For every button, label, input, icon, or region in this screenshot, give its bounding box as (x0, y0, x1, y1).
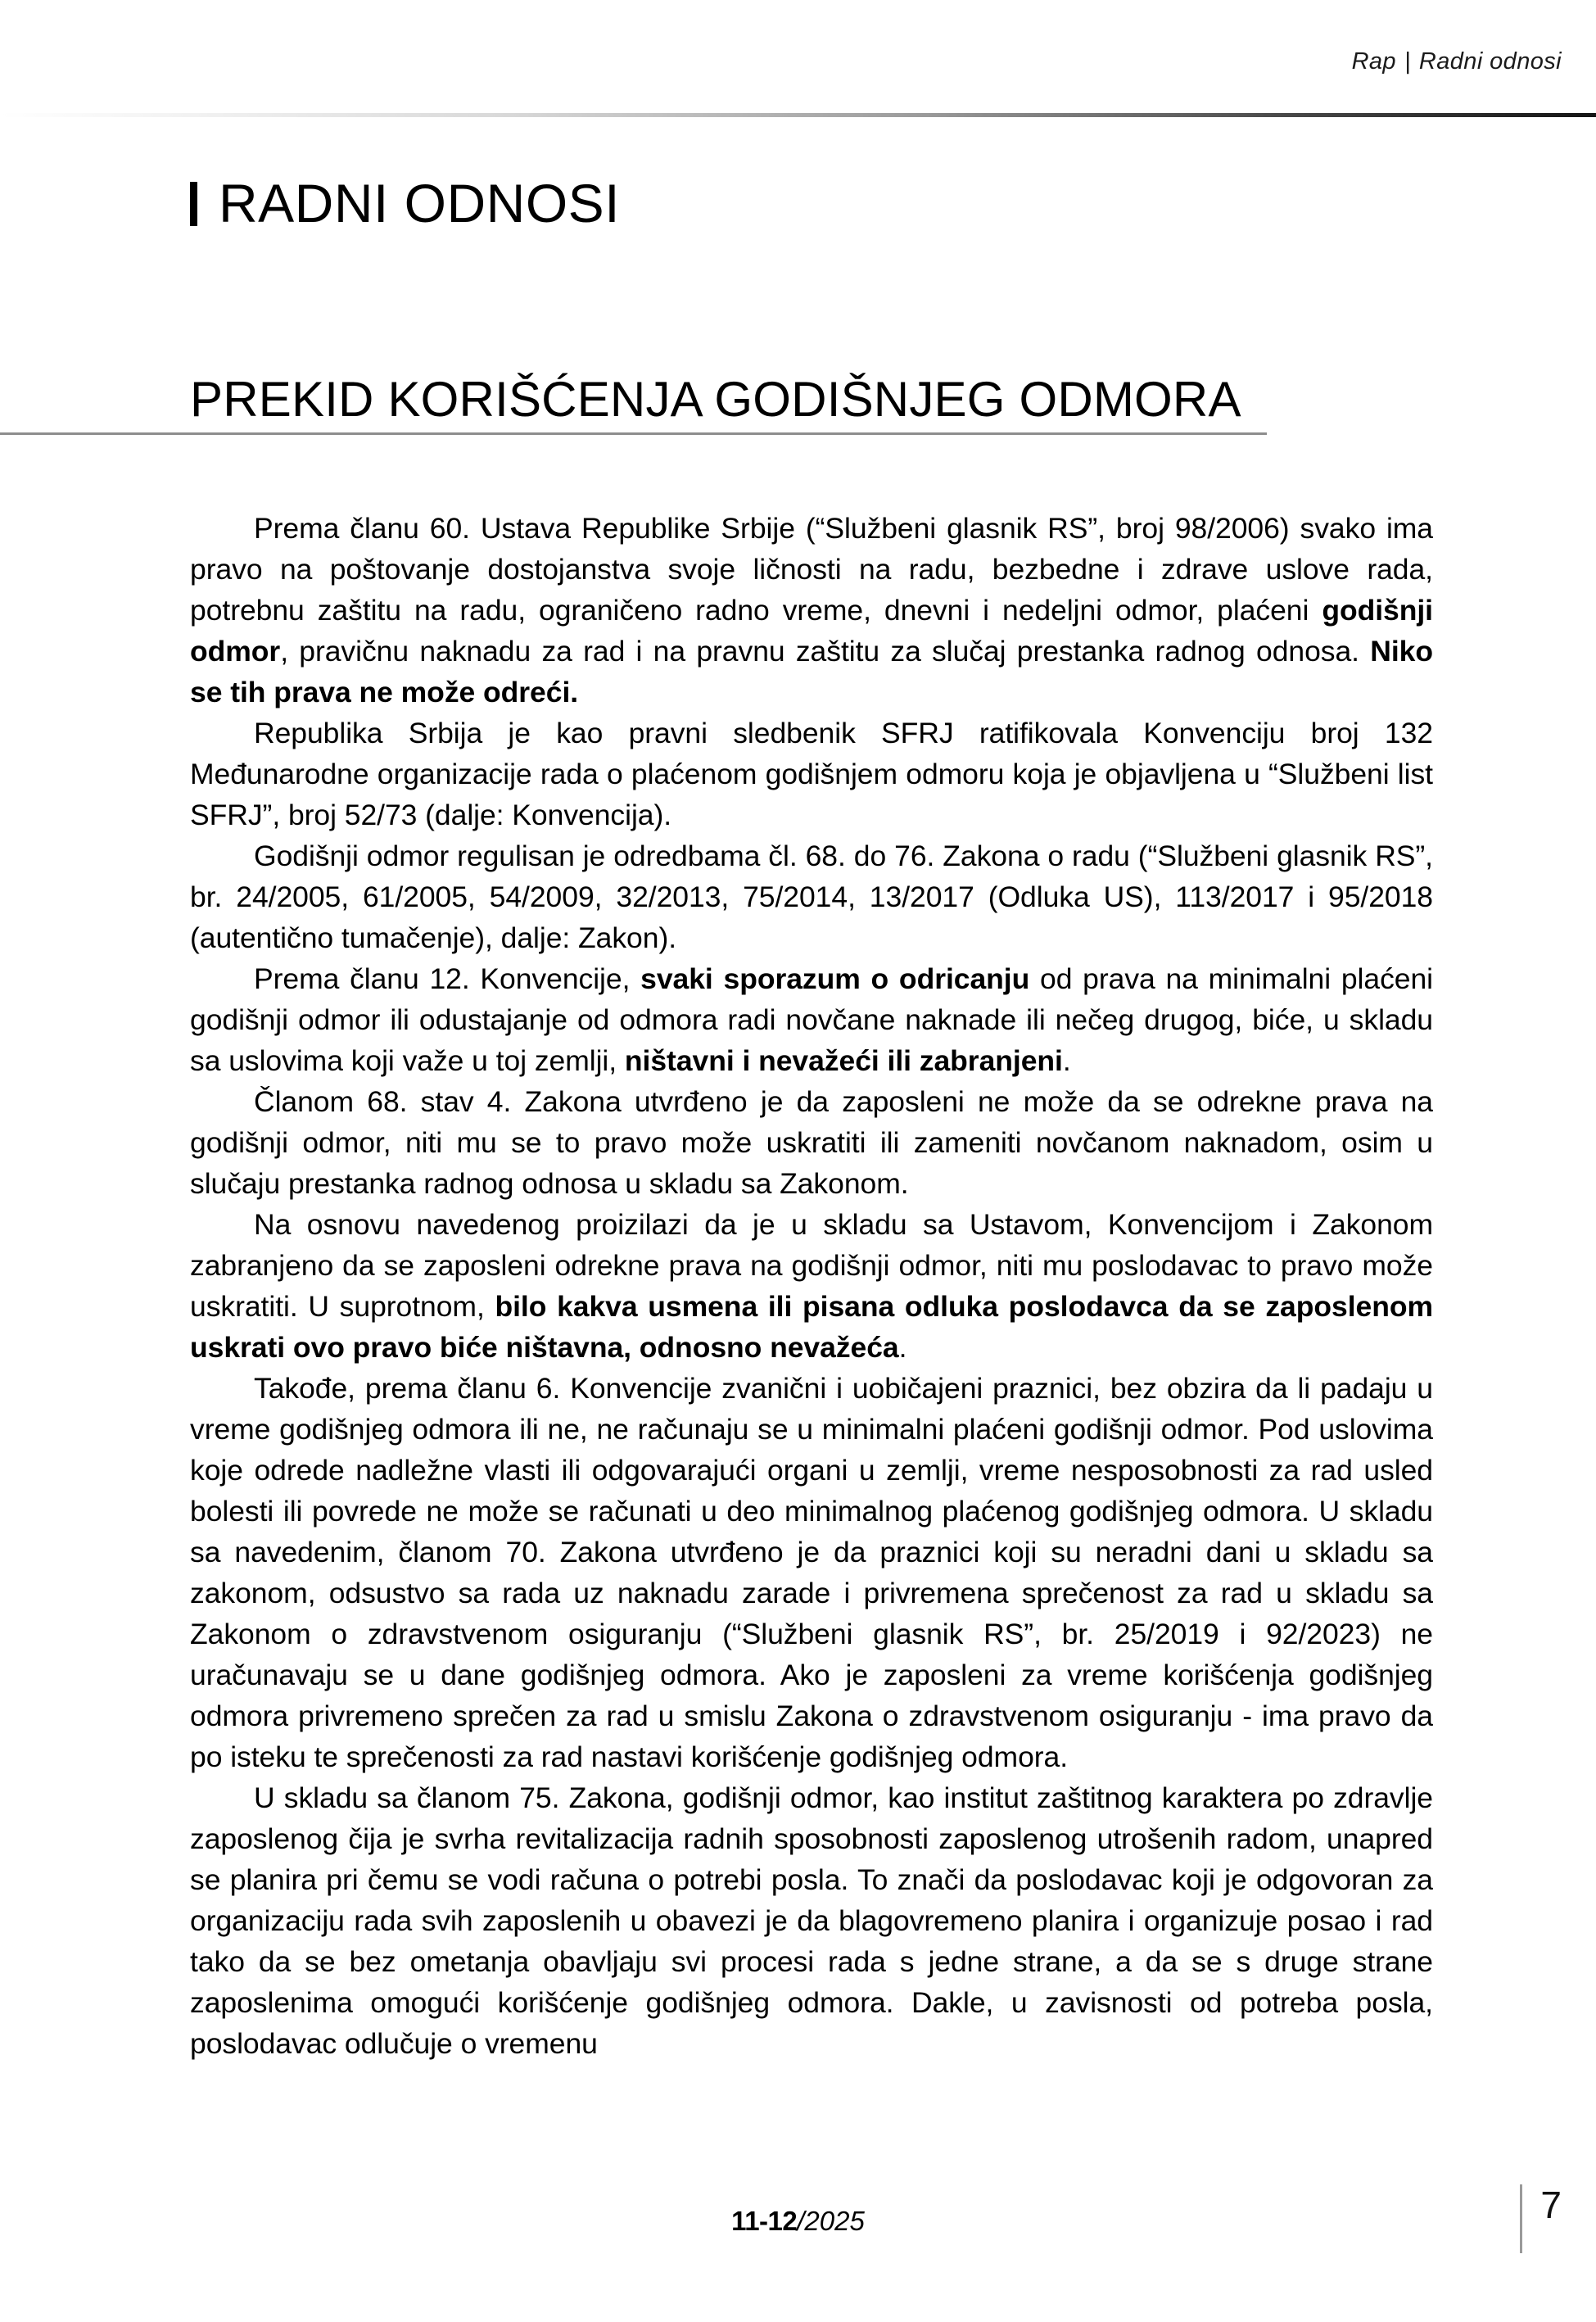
body-paragraph (190, 1368, 1433, 1777)
body-paragraph (190, 958, 1433, 1081)
emphasis-run: bilo kakva usmena ili pisana odluka poslodavca da se zaposlenom uskrati ovo pravo biće ništavna, odnosno nevažeća (190, 1290, 1433, 1364)
body-paragraph (190, 1081, 1433, 1204)
section-title-bar-icon (190, 182, 197, 226)
text-run: Članom 68. stav 4. Zakona utvrđeno je da zaposleni ne može da se odrekne prava na godišnji odmor, niti mu se to pravo može uskratiti ili zameniti novčanom naknadom, osim u slučaju prestanka radnog odnosa u skladu sa Zakonom. (190, 1085, 1433, 1200)
text-run: . (898, 1331, 907, 1364)
emphasis-run: Niko se tih prava ne može odreći. (190, 635, 1433, 708)
page-number: 7 (1540, 2184, 1562, 2226)
text-run: U skladu sa članom 75. Zakona, godišnji odmor, kao institut zaštitnog karaktera po zdravlje zaposlenog čija je svrha revitalizacija radnih sposobnosti zaposlenog utrošenih radom, unapred se planira pri čemu se vodi računa o potrebi posla. To znači da poslodavac koji je odgovoran za organizaciju rada svih zaposlenih u obavezi je da blagovremeno planira i organizuje posao i rad tako da se bez ometanja obavljaju svi procesi rada s jedne strane, a da se s druge strane zaposlenima omogući korišćenje godišnjeg odmora. Dakle, u zavisnosti od potreba posla, poslodavac odlučuje o vremenu (190, 1781, 1433, 2060)
emphasis-run: svaki sporazum o odricanju (640, 962, 1030, 995)
emphasis-run: ništavni i nevažeći ili zabranjeni (624, 1044, 1063, 1077)
issue-line (0, 2206, 1596, 2237)
issue-number: 11-12 (731, 2206, 798, 2236)
page-footer (0, 2175, 1596, 2322)
text-run: Republika Srbija je kao pravni sledbenik SFRJ ratifikovala Konvenciju broj 132 Međunarodne organizacije rada o plaćenom godišnjem odmoru koja je objavljena u “Službeni list SFRJ”, broj 52/73 (dalje: Konvencija). (190, 717, 1433, 831)
body-paragraph (190, 1777, 1433, 2064)
body-paragraph (190, 835, 1433, 958)
page-header (0, 0, 1596, 123)
section-title (190, 173, 621, 233)
text-run: Prema članu 12. Konvencije, (254, 962, 641, 995)
text-run: od prava na minimalni plaćeni godišnji odmor ili odustajanje od odmora radi novčane naknade ili nečeg drugog, biće, u skladu sa uslovima koji važe u toj zemlji, (190, 962, 1433, 1077)
article-title: PREKID KORIŠĆENJA GODIŠNJEG ODMORA (190, 372, 1241, 428)
header-gradient-rule (0, 113, 1596, 117)
body-paragraph (190, 508, 1433, 713)
text-run: . (1062, 1044, 1071, 1077)
issue-year: /2025 (797, 2206, 865, 2236)
header-section: Radni odnosi (1418, 48, 1562, 75)
title-divider (0, 432, 1267, 435)
emphasis-run: godišnji odmor (190, 594, 1433, 668)
text-run: Godišnji odmor regulisan je odredbama čl. 68. do 76. Zakona o radu (“Službeni glasnik RS”, br. 24/2005, 61/2005, 54/2009, 32/2013, 75/2014, 13/2017 (Odluka US), 113/2017 i 95/2018 (autentično tumačenje), dalje: Zakon). (190, 840, 1433, 954)
header-separator: | (1404, 48, 1411, 75)
section-title-text: RADNI ODNOSI (219, 173, 621, 233)
text-run: Takođe, prema članu 6. Konvencije zvanični i uobičajeni praznici, bez obzira da li padaju u vreme godišnjeg odmora ili ne, ne računaju se u minimalni plaćeni godišnji odmor. Pod uslovima koje odrede nadležne vlasti ili odgovarajući organi u zemlji, vreme nesposobnosti za rad usled bolesti ili povrede ne može se računati u deo minimalnog plaćenog godišnjeg odmora. U skladu sa navedenim, članom 70. Zakona utvrđeno je da praznici koji su neradni dani u skladu sa zakonom, odsustvo sa rada uz naknadu zarade i privremena sprečenost za rad u skladu sa Zakonom o zdravstvenom osiguranju (“Službeni glasnik RS”, br. 25/2019 i 92/2023) ne uračunavaju se u dane godišnjeg odmora. Ako je zaposleni za vreme korišćenja godišnjeg odmora privremeno sprečen za rad u smislu Zakona o zdravstvenom osiguranju - ima pravo da po isteku te sprečenosti za rad nastavi korišćenje godišnjeg odmora. (190, 1372, 1433, 1773)
body-paragraph (190, 1204, 1433, 1368)
text-run: Prema članu 60. Ustava Republike Srbije (“Službeni glasnik RS”, broj 98/2006) svako ima pravo na poštovanje dostojanstva svoje ličnosti na radu, bezbedne i zdrave uslove rada, potrebnu zaštitu na radu, ograničeno radno vreme, dnevni i nedeljni odmor, plaćeni (190, 512, 1433, 627)
header-publication: Rap (1351, 48, 1396, 75)
text-run: , pravičnu naknadu za rad i na pravnu zaštitu za slučaj prestanka radnog odnosa. (280, 635, 1371, 668)
text-run: Na osnovu navedenog proizilazi da je u skladu sa Ustavom, Konvencijom i Zakonom zabranjeno da se zaposleni odrekne prava na godišnji odmor, niti mu poslodavac to pravo može uskratiti. U suprotnom, (190, 1208, 1433, 1323)
body-paragraph (190, 713, 1433, 835)
article-body (190, 508, 1433, 2064)
running-header (1352, 48, 1562, 75)
folio (1520, 2184, 1562, 2253)
folio-divider (1520, 2184, 1522, 2253)
